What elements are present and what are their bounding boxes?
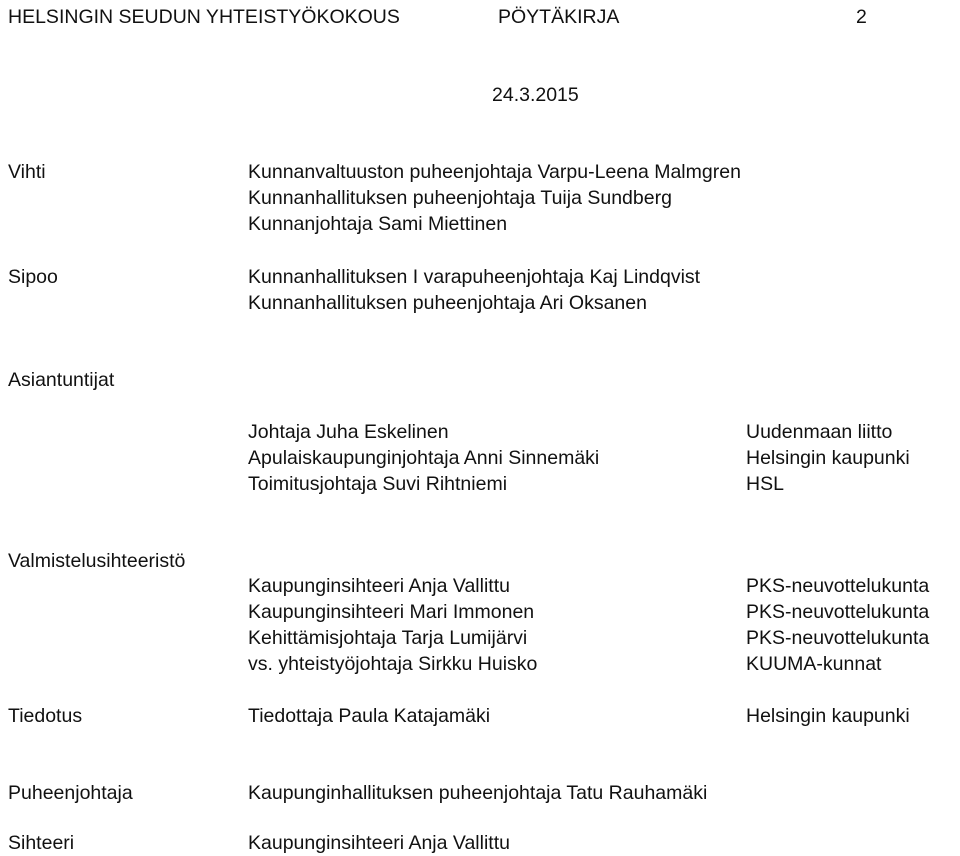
section-label-puheenjohtaja: Puheenjohtaja <box>8 782 133 804</box>
chair-person: Kaupunginhallituksen puheenjohtaja Tatu Rauhamäki <box>248 782 708 804</box>
secretariat-organization: KUUMA-kunnat <box>746 653 882 675</box>
section-label-sihteeri: Sihteeri <box>8 832 75 854</box>
secretariat-member: Kaupunginsihteeri Anja Vallittu <box>248 575 510 597</box>
vihti-member: Kunnanhallituksen puheenjohtaja Tuija Sundberg <box>248 187 672 209</box>
document-type: PÖYTÄKIRJA <box>498 6 620 28</box>
expert-name: Johtaja Juha Eskelinen <box>248 421 449 443</box>
secretariat-organization: PKS-neuvottelukunta <box>746 575 930 597</box>
meeting-date: 24.3.2015 <box>492 84 579 106</box>
secretariat-member: Kehittämisjohtaja Tarja Lumijärvi <box>248 627 528 649</box>
secretary-person: Kaupunginsihteeri Anja Vallittu <box>248 832 510 854</box>
expert-name: Toimitusjohtaja Suvi Rihtniemi <box>248 473 508 495</box>
expert-name: Apulaiskaupunginjohtaja Anni Sinnemäki <box>248 447 600 469</box>
communications-person: Tiedottaja Paula Katajamäki <box>248 705 491 727</box>
section-label-tiedotus: Tiedotus <box>8 705 83 727</box>
section-label-vihti: Vihti <box>8 161 46 183</box>
section-label-asiantuntijat: Asiantuntijat <box>8 369 115 391</box>
communications-organization: Helsingin kaupunki <box>746 705 910 727</box>
section-label-valmistelusihteeristo: Valmistelusihteeristö <box>8 550 186 572</box>
secretariat-organization: PKS-neuvottelukunta <box>746 627 930 649</box>
organization-title: HELSINGIN SEUDUN YHTEISTYÖKOKOUS <box>8 6 400 28</box>
page-number: 2 <box>856 6 867 28</box>
secretariat-member: vs. yhteistyöjohtaja Sirkku Huisko <box>248 653 538 675</box>
sipoo-member: Kunnanhallituksen puheenjohtaja Ari Oksanen <box>248 292 647 314</box>
section-label-sipoo: Sipoo <box>8 266 58 288</box>
secretariat-organization: PKS-neuvottelukunta <box>746 601 930 623</box>
vihti-member: Kunnanvaltuuston puheenjohtaja Varpu-Leena Malmgren <box>248 161 741 183</box>
secretariat-member: Kaupunginsihteeri Mari Immonen <box>248 601 535 623</box>
expert-organization: HSL <box>746 473 784 495</box>
vihti-member: Kunnanjohtaja Sami Miettinen <box>248 213 508 235</box>
expert-organization: Helsingin kaupunki <box>746 447 910 469</box>
expert-organization: Uudenmaan liitto <box>746 421 893 443</box>
sipoo-member: Kunnanhallituksen I varapuheenjohtaja Kaj Lindqvist <box>248 266 701 288</box>
